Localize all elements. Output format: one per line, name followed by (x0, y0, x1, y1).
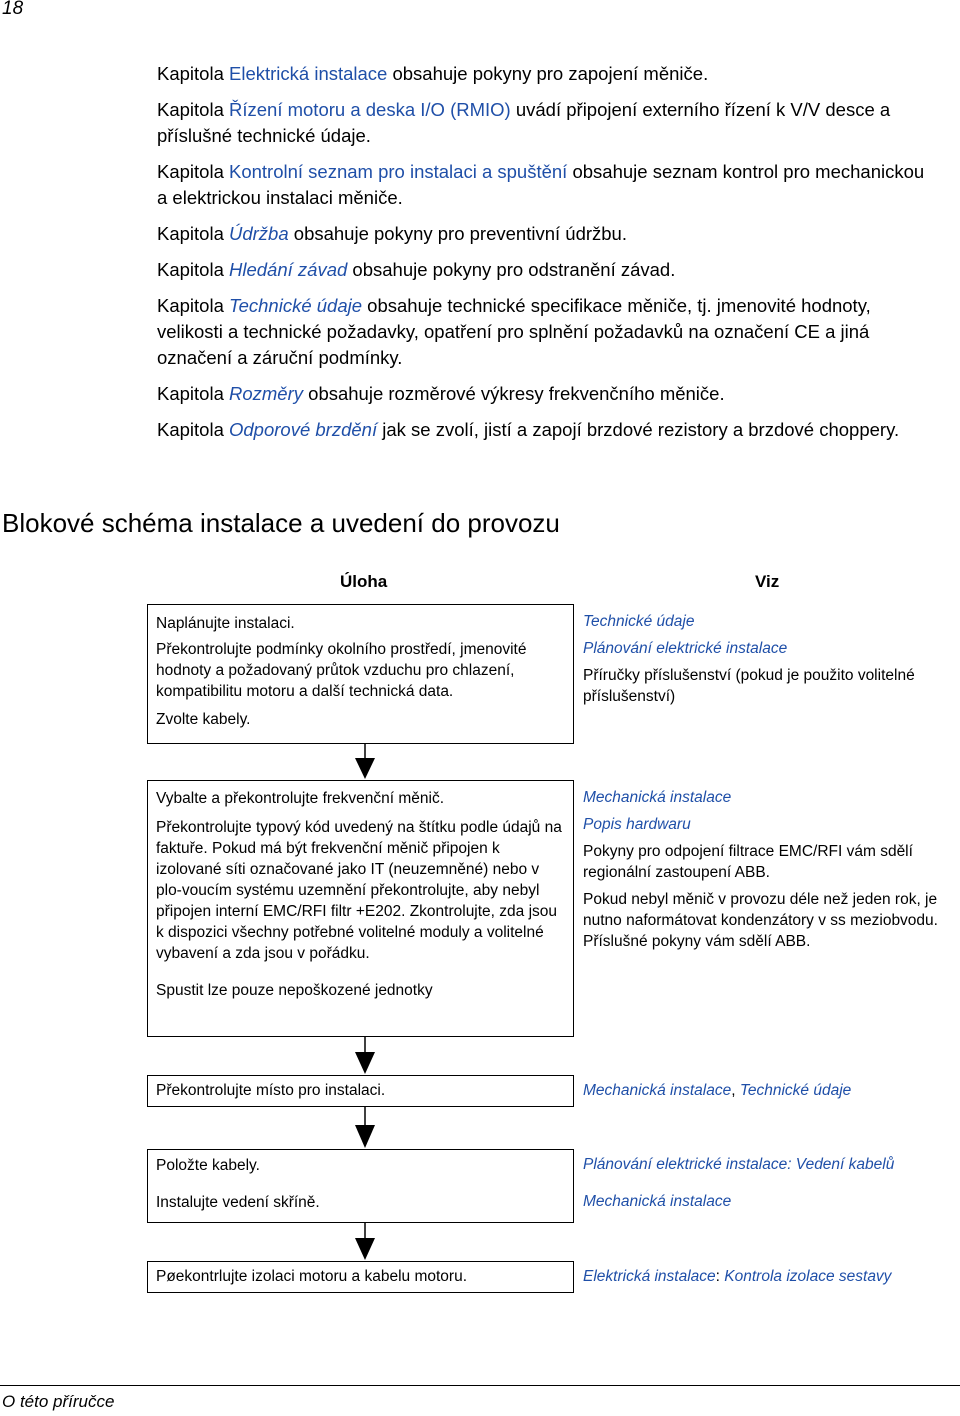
ref-text: Příručky příslušenství (pokud je použito volitelné příslušenství) (583, 667, 915, 705)
ref-link[interactable]: Technické údaje (583, 613, 695, 630)
page-number: 18 (2, 0, 24, 19)
step-box-cables (147, 1149, 574, 1223)
task-text: Instalujte vedení skříně. (156, 1194, 320, 1211)
ref-link[interactable]: Mechanická instalace (583, 789, 732, 806)
footer-title: O této příručce (2, 1392, 115, 1411)
step-box-insulation (147, 1261, 574, 1293)
chapter-item: Kapitola Hledání závad obsahuje pokyny pro odstranění závad. (157, 259, 676, 280)
flow-arrow (352, 744, 378, 780)
ref-link[interactable]: Plánování elektrické instalace (583, 640, 788, 657)
ref-link[interactable]: Mechanická instalace (583, 1082, 732, 1099)
ref-link[interactable]: Elektrická instalace (583, 1268, 716, 1285)
column-header-task: Úloha (340, 572, 388, 591)
ref-link[interactable]: Popis hardwaru (583, 816, 691, 833)
chapter-list (157, 61, 937, 453)
flow-arrow (352, 1037, 378, 1075)
ref-link[interactable]: Technické údaje (739, 1082, 852, 1099)
ref-link[interactable]: Plánování elektrické instalace: Vedení kabelů (583, 1156, 895, 1173)
see-refs-plan (583, 611, 953, 707)
see-refs-site (583, 1080, 953, 1101)
chapter-link[interactable]: Údržba (229, 223, 289, 244)
ref-text: Pokud nebyl měnič v provozu déle než jeden rok, je nutno naformátovat kondenzátory v ss meziobvodu. Příslušné pokyny vám sdělí ABB. (583, 891, 938, 950)
task-text: Naplánujte instalaci. (156, 615, 295, 632)
ref-separator: , (731, 1082, 740, 1099)
chapter-link[interactable]: Elektrická instalace (229, 63, 388, 84)
see-refs-unpack (583, 787, 953, 952)
column-header-see: Viz (755, 572, 780, 591)
footer-divider (0, 1385, 960, 1386)
flow-arrow (352, 1223, 378, 1261)
see-refs-cables (583, 1154, 953, 1212)
task-text: Položte kabely. (156, 1157, 260, 1174)
chapter-item: Kapitola Odporové brzdění jak se zvolí, jistí a zapojí brzdové rezistory a brzdové choppery. (157, 419, 900, 440)
task-text: Překontrolujte podmínky okolního prostředí, jmenovité hodnoty a požadovaný průtok vzduchu pro chlazení, kompatibilitu motoru a další technická data. (156, 641, 527, 700)
step-box-site (147, 1075, 574, 1107)
step-box-plan (147, 604, 574, 744)
ref-text: Pokyny pro odpojení filtrace EMC/RFI vám sdělí regionální zastoupení ABB. (583, 843, 913, 881)
ref-link[interactable]: Kontrola izolace sestavy (724, 1268, 892, 1285)
chapter-item: Kapitola Elektrická instalace obsahuje pokyny pro zapojení měniče. (157, 63, 709, 84)
step-box-unpack (147, 780, 574, 1037)
chapter-item: Kapitola Údržba obsahuje pokyny pro preventivní údržbu. (157, 223, 627, 244)
section-title: Blokové schéma instalace a uvedení do provozu (2, 508, 560, 538)
task-text: Spustit lze pouze nepoškozené jednotky (156, 982, 433, 999)
chapter-item: Kapitola Rozměry obsahuje rozměrové výkresy frekvenčního měniče. (157, 383, 725, 404)
chapter-link[interactable]: Technické údaje (229, 295, 363, 316)
task-text: Překontrolujte místo pro instalaci. (156, 1082, 386, 1099)
chapter-item: Kapitola Technické údaje obsahuje technické specifikace měniče, tj. jmenovité hodnoty, velikosti a technické požadavky, opatření pro splnění požadavků na označení CE a jiná označení a záruční podmínky. (157, 295, 871, 368)
task-text: Vybalte a překontrolujte frekvenční měnič. (156, 790, 445, 807)
chapter-link[interactable]: Hledání závad (229, 259, 348, 280)
ref-link[interactable]: Mechanická instalace (583, 1193, 732, 1210)
flow-arrow (352, 1107, 378, 1149)
task-text: Pøekontrlujte izolaci motoru a kabelu motoru. (156, 1268, 468, 1285)
chapter-link[interactable]: Odporové brzdění (229, 419, 378, 440)
ref-separator: : (715, 1268, 725, 1285)
chapter-item: Kapitola Řízení motoru a deska I/O (RMIO) uvádí připojení externího řízení k V/V desce a příslušné technické údaje. (157, 99, 891, 146)
task-text: Zvolte kabely. (156, 711, 251, 728)
chapter-item: Kapitola Kontrolní seznam pro instalaci a spuštění obsahuje seznam kontrol pro mechanickou a elektrickou instalaci měniče. (157, 161, 925, 208)
task-text: Překontrolujte typový kód uvedený na štítku podle údajů na faktuře. Pokud má být frekvenční měnič připojen k izolované síti označované jako IT (neuzemněné) nebo v plo-voucím systému uzemnění překontrolujte, aby nebyl připojen interní EMC/RFI filtr +E202. Zkontrolujte, zda jsou k dispozici všechny potřebné volitelné moduly a volitelné vybavení a zda jsou v pořádku. (156, 819, 562, 962)
chapter-link[interactable]: Rozměry (229, 383, 304, 404)
chapter-link[interactable]: Kontrolní seznam pro instalaci a spuštění (229, 161, 568, 182)
see-refs-insulation (583, 1266, 953, 1287)
chapter-link[interactable]: Řízení motoru a deska I/O (RMIO) (229, 99, 511, 120)
